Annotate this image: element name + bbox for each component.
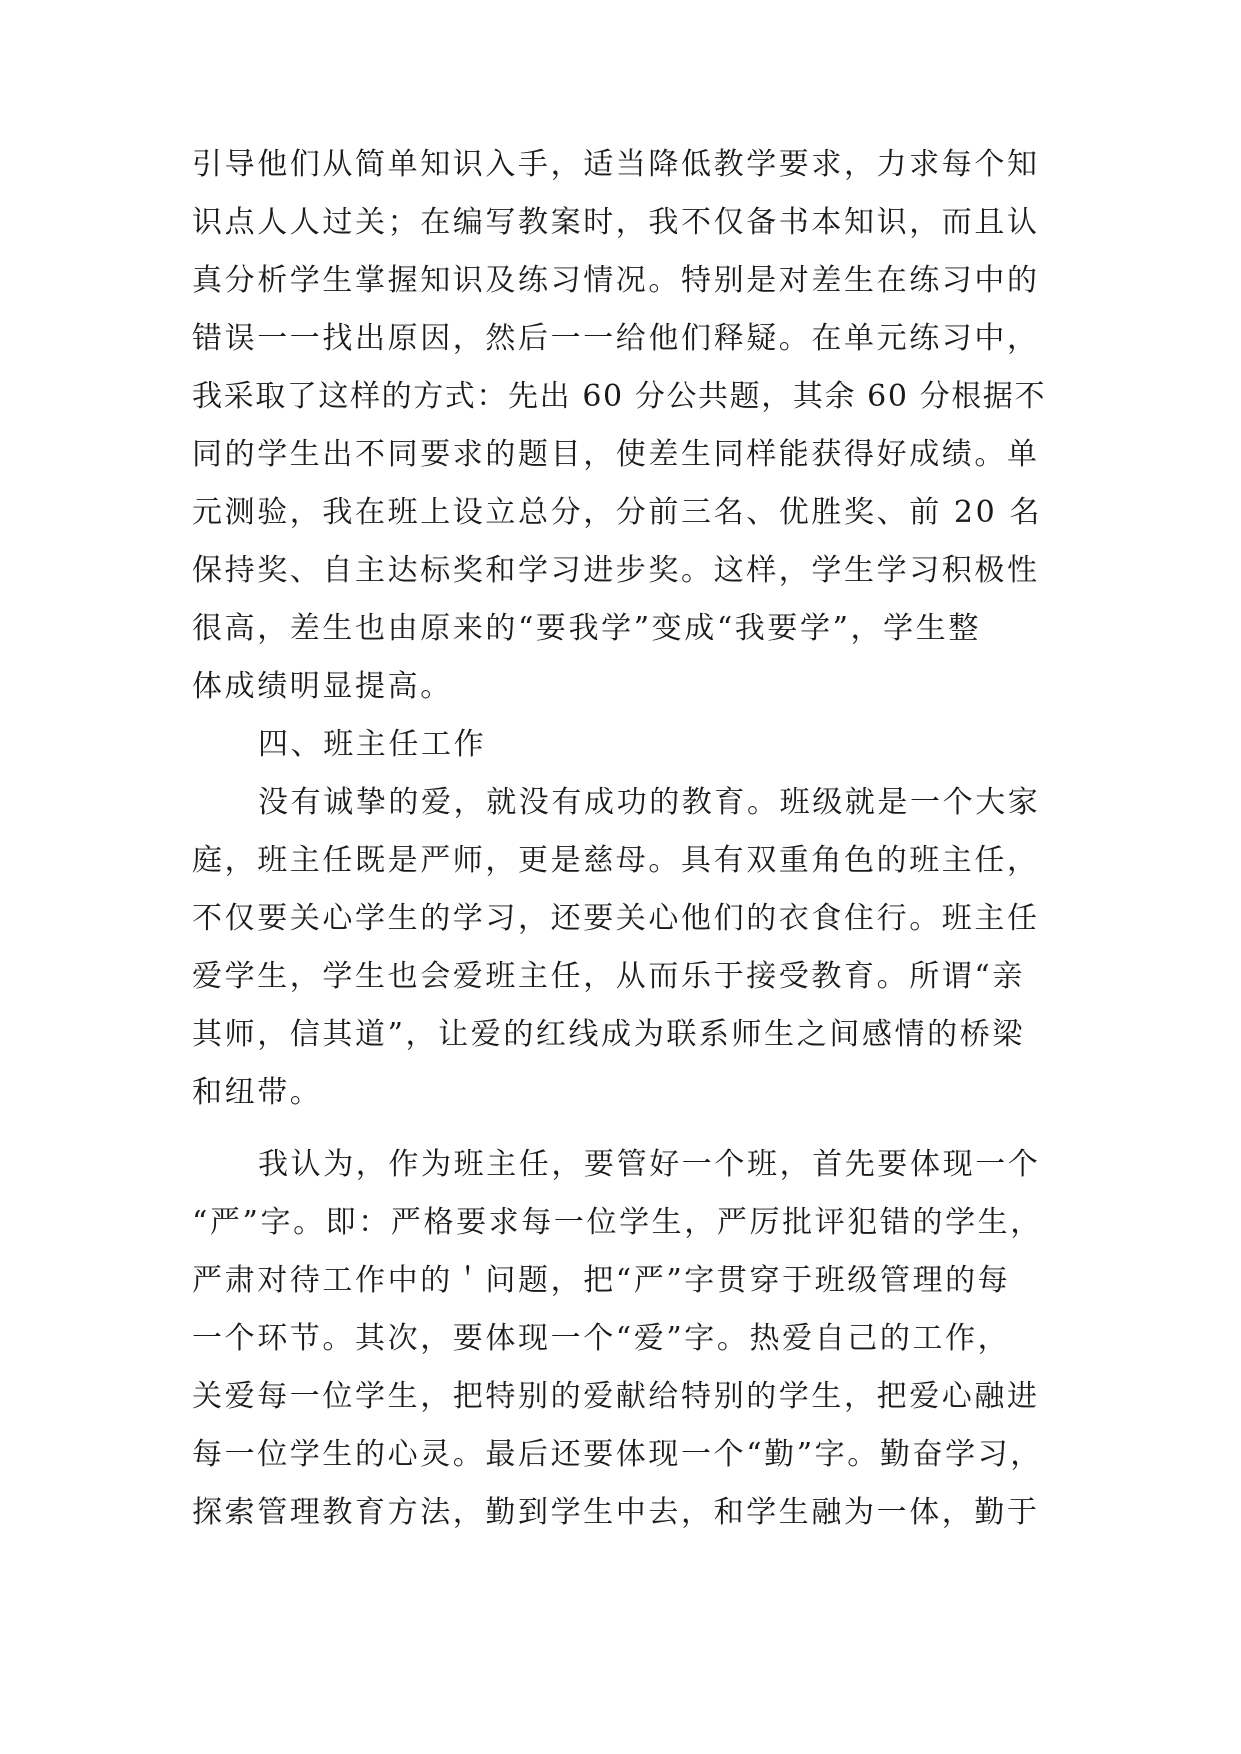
- paragraph-first-line: 没有诚挚的爱，就没有成功的教育。班级就是一个大家: [258, 785, 1041, 820]
- text-line: 元测验，我在班上设立总分，分前三名、优胜奖、前 20 名: [192, 495, 1043, 530]
- text-line: 体成绩明显提高。: [192, 669, 453, 704]
- text-line: 一个环节。其次，要体现一个“爱”字。热爱自己的工作，: [192, 1321, 1011, 1356]
- text-line: 每一位学生的心灵。最后还要体现一个“勤”字。勤奋学习，: [192, 1437, 1043, 1472]
- text-line: 引导他们从简单知识入手，适当降低教学要求，力求每个知: [192, 147, 1040, 182]
- section-heading: 四、班主任工作: [258, 727, 487, 762]
- text-line: 保持奖、自主达标奖和学习进步奖。这样，学生学习积极性: [192, 553, 1040, 588]
- paragraph-first-line: 我认为，作为班主任，要管好一个班，首先要体现一个: [258, 1147, 1041, 1182]
- text-line: 和纽带。: [192, 1075, 323, 1110]
- text-line: 我采取了这样的方式：先出 60 分公共题，其余 60 分根据不: [192, 379, 1047, 414]
- text-line: 庭，班主任既是严师，更是慈母。具有双重角色的班主任，: [192, 843, 1040, 878]
- text-line: 严肃对待工作中的＇问题，把“严”字贯穿于班级管理的每: [192, 1263, 1011, 1298]
- text-line: 其师，信其道”，让爱的红线成为联系师生之间感情的桥梁: [192, 1017, 1025, 1052]
- text-line: 探索管理教育方法，勤到学生中去，和学生融为一体，勤于: [192, 1495, 1040, 1530]
- text-line: 很高，差生也由原来的“要我学”变成“我要学”，学生整: [192, 611, 981, 646]
- text-line: 真分析学生掌握知识及练习情况。特别是对差生在练习中的: [192, 263, 1040, 298]
- text-line: 错误一一找出原因，然后一一给他们释疑。在单元练习中，: [192, 321, 1040, 356]
- text-line: 同的学生出不同要求的题目，使差生同样能获得好成绩。单: [192, 437, 1040, 472]
- text-line: 爱学生，学生也会爱班主任，从而乐于接受教育。所谓“亲: [192, 959, 1025, 994]
- text-line: “严”字。即：严格要求每一位学生，严厉批评犯错的学生，: [192, 1205, 1043, 1240]
- text-line: 不仅要关心学生的学习，还要关心他们的衣食住行。班主任: [192, 901, 1040, 936]
- text-line: 识点人人过关；在编写教案时，我不仅备书本知识，而且认: [192, 205, 1040, 240]
- text-line: 关爱每一位学生，把特别的爱献给特别的学生，把爱心融进: [192, 1379, 1040, 1414]
